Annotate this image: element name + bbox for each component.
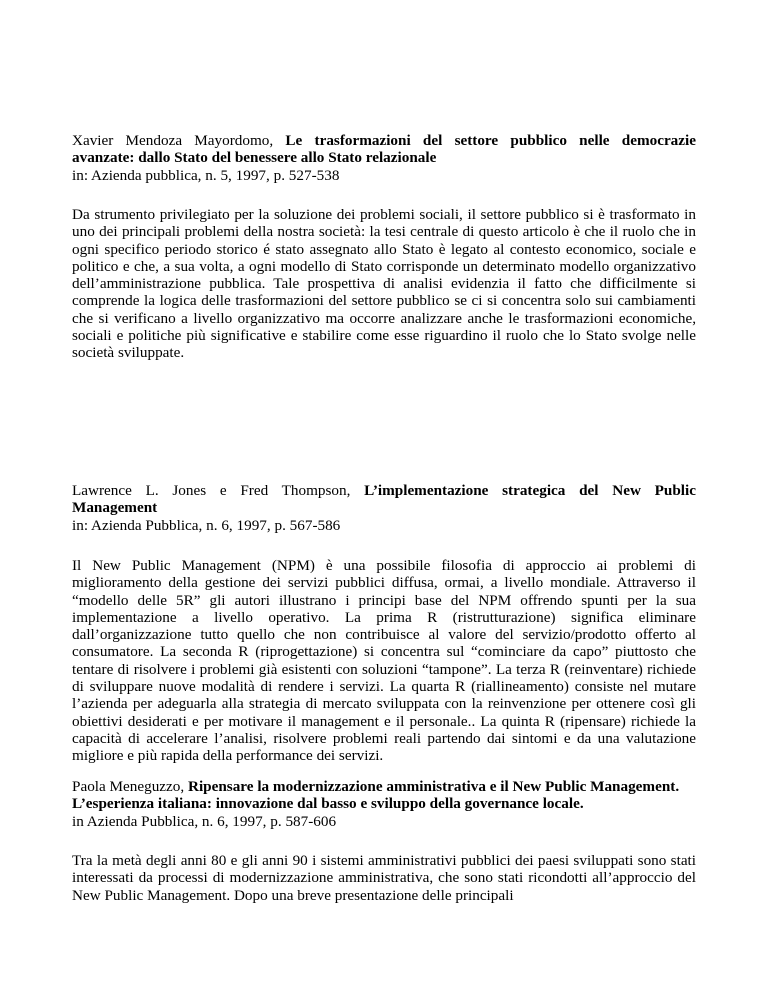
entry-citation (72, 778, 696, 830)
entry-title-line2: avanzate: dallo Stato del benessere allo Stato relazionale (72, 149, 437, 167)
entry-source: in Azienda Pubblica, n. 6, 1997, p. 587-606 (72, 812, 337, 830)
entry-source: in: Azienda pubblica, n. 5, 1997, p. 527-538 (72, 166, 340, 184)
entry-title-line2: Management (72, 499, 158, 517)
entry-title-line1: Le trasformazioni del settore pubblico nelle democrazie (285, 132, 696, 149)
entry-authors: Paola Meneguzzo, (72, 778, 188, 795)
entry-title-line2: L’esperienza italiana: innovazione dal basso e sviluppo della governance locale. (72, 795, 584, 813)
entry-abstract: Il New Public Management (NPM) è una possibile filosofia di approccio ai problemi di miglioramento della gestione dei servizi pubblici diffusa, ormai, a livello mondiale. Attraverso il “modello delle 5R” gli autori illustrano i principi base del NPM offrendo spunti per la sua implementazione a livello operativo. La prima R (ristrutturazione) significa eliminare dall’organizzazione tutto quello che non contribuisce al valore del servizio/prodotto offerto al consumatore. La seconda R (riprogettazione) si concentra sul “cominciare da capo” piuttosto che tentare di risolvere i problemi già esistenti con soluzioni “tampone”. La terza R (reinventare) richiede di sviluppare nuove modalità di rendere i servizi. La quarta R (riallineamento) consiste nel mutare l’azienda per adeguarla alla strategia di mercato sviluppata con la reinvenzione per ottenere così gli obiettivi desiderati e per motivare il management e il personale.. La quinta R (ripensare) richiede la capacità di accelerare l’analisi, risolvere problemi reali partendo dai sintomi e da una valutazione migliore e più rapida della performance dei servizi. (72, 557, 696, 765)
citation-first-line (72, 778, 696, 795)
entry-abstract: Da strumento privilegiato per la soluzione dei problemi sociali, il settore pubblico si è trasformato in uno dei principali problemi della nostra società: la tesi centrale di questo articolo è che il ruolo che in ogni specifico periodo storico é stato assegnato allo Stato è legato al contesto economico, sociale e politico e che, a sua volta, a ogni modello di Stato corrisponde un determinato modello organizzativo dell’amministrazione pubblica. Tale prospettiva di analisi evidenzia il fatto che difficilmente si comprende la logica delle trasformazioni del settore pubblico se ci si concentra solo sui cambiamenti che si verificano a livello organizzativo ma occorre analizzare anche le trasformazioni economiche, sociali e politiche più significative e stabilire come esse riguardino il ruolo che lo Stato svolge nelle società sviluppate. (72, 206, 696, 362)
citation-first-line (72, 482, 696, 499)
entry-authors: Lawrence L. Jones e Fred Thompson, (72, 482, 365, 499)
entry-source: in: Azienda Pubblica, n. 6, 1997, p. 567-586 (72, 516, 341, 534)
entry-abstract: Tra la metà degli anni 80 e gli anni 90 i sistemi amministrativi pubblici dei paesi sviluppati sono stati interessati da processi di modernizzazione amministrativa, che sono stati ricondotti all’approccio del New Public Management. Dopo una breve presentazione delle principali (72, 852, 696, 904)
entry-title-line1: Ripensare la modernizzazione amministrativa e il New Public Management. (187, 778, 680, 795)
citation-first-line (72, 132, 696, 149)
entry-citation (72, 132, 696, 184)
entry-authors: Xavier Mendoza Mayordomo, (72, 132, 286, 149)
entry-citation (72, 482, 696, 534)
entry-title-line1: L’implementazione strategica del New Public (364, 482, 696, 499)
